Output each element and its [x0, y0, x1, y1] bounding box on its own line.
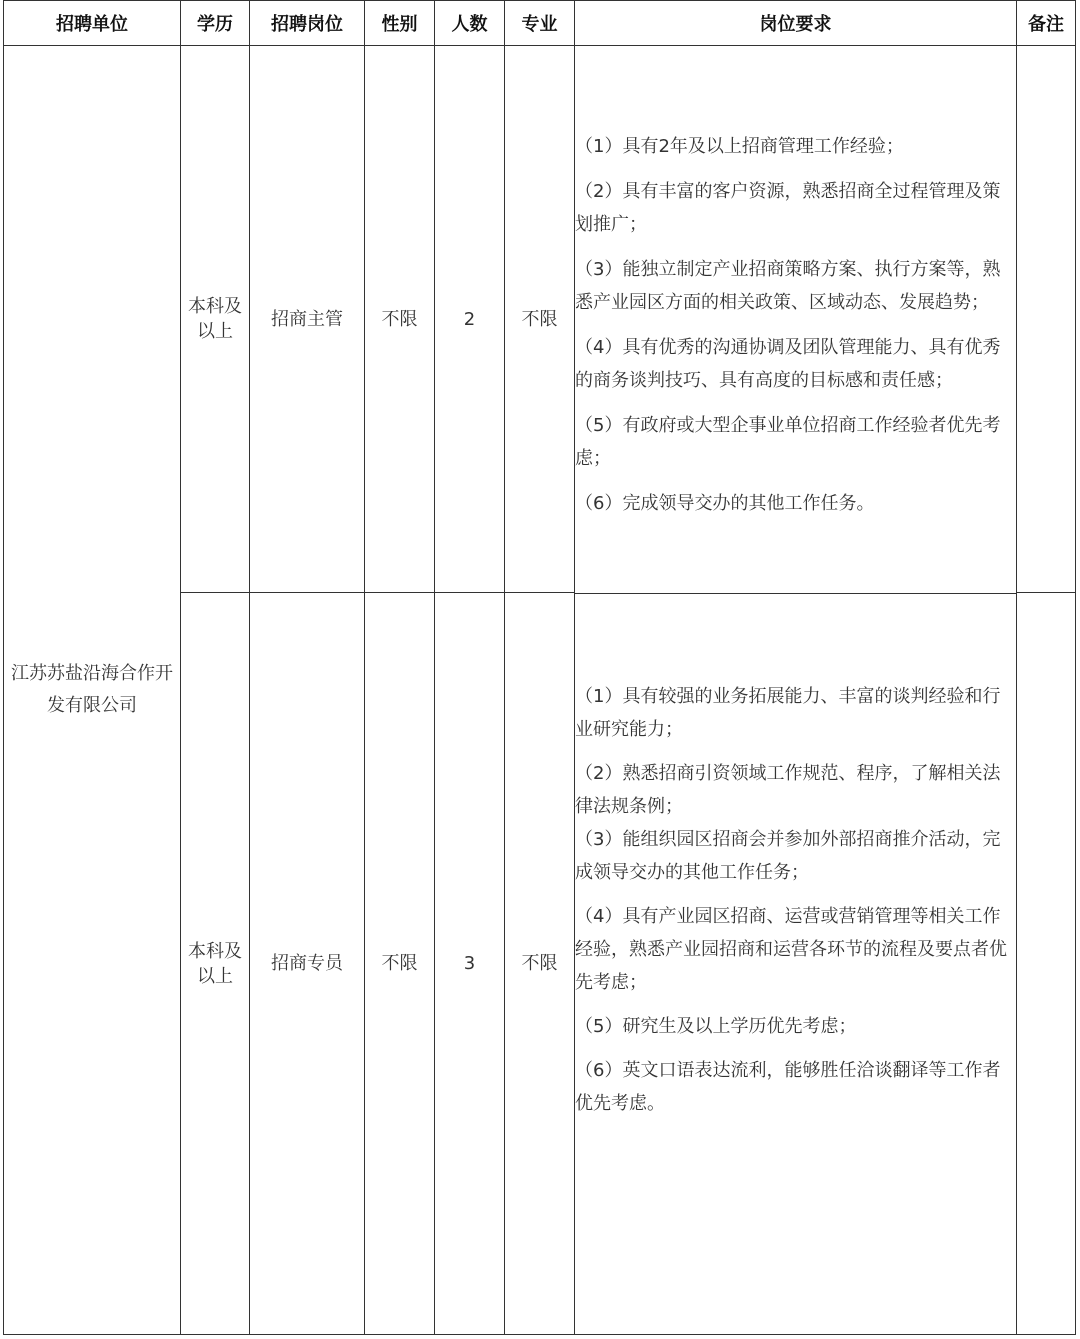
requirements-cell [575, 46, 1017, 1335]
count-cell: 3 [435, 593, 505, 1335]
header-education: 学历 [181, 1, 250, 46]
requirements-list [575, 46, 1014, 532]
position-cell: 招商主管 [250, 46, 365, 593]
education-cell: 本科及以上 [181, 46, 250, 593]
count-cell: 2 [435, 46, 505, 593]
major-cell: 不限 [505, 46, 575, 593]
remarks-cell [1017, 46, 1076, 593]
requirement-item: （3）能组织园区招商会并参加外部招商推介活动，完成领导交办的其他工作任务； [575, 829, 1001, 883]
requirement-item: （1）具有2年及以上招商管理工作经验； [575, 136, 904, 157]
requirement-item: （4）具有优秀的沟通协调及团队管理能力、具有优秀的商务谈判技巧、具有高度的目标感和责任感； [575, 337, 1001, 391]
header-unit: 招聘单位 [4, 1, 181, 46]
gender-cell: 不限 [365, 46, 435, 593]
position-cell: 招商专员 [250, 593, 365, 1335]
header-position: 招聘岗位 [250, 1, 365, 46]
requirement-item: （5）研究生及以上学历优先考虑； [575, 1016, 857, 1037]
unit-cell: 江苏苏盐沿海合作开发有限公司 [4, 46, 181, 1335]
header-major: 专业 [505, 1, 575, 46]
header-count: 人数 [435, 1, 505, 46]
requirement-item: （1）具有较强的业务拓展能力、丰富的谈判经验和行业研究能力； [575, 686, 1001, 740]
recruitment-table [3, 0, 1076, 1335]
requirement-item: （2）熟悉招商引资领域工作规范、程序，了解相关法律法规条例； [575, 763, 1001, 817]
education-cell: 本科及以上 [181, 593, 250, 1335]
header-remarks: 备注 [1017, 1, 1076, 46]
requirement-item: （3）能独立制定产业招商策略方案、执行方案等，熟悉产业园区方面的相关政策、区域动态、发展趋势； [575, 259, 1001, 313]
header-gender: 性别 [365, 1, 435, 46]
header-requirements: 岗位要求 [575, 1, 1017, 46]
requirement-item: （6）完成领导交办的其他工作任务。 [575, 493, 875, 514]
requirement-item: （2）具有丰富的客户资源，熟悉招商全过程管理及策划推广； [575, 181, 1001, 235]
header-row [4, 1, 1076, 46]
requirement-item: （4）具有产业园区招商、运营或营销管理等相关工作经验，熟悉产业园招商和运营各环节的流程及要点者优先考虑； [575, 906, 1007, 993]
remarks-cell [1017, 593, 1076, 1335]
requirements-list [575, 593, 1016, 1131]
requirement-item: （6）英文口语表达流利，能够胜任洽谈翻译等工作者优先考虑。 [575, 1060, 1001, 1114]
table-row [4, 46, 1076, 593]
requirement-item: （5）有政府或大型企事业单位招商工作经验者优先考虑； [575, 415, 1001, 469]
row-divider [574, 593, 1017, 594]
gender-cell: 不限 [365, 593, 435, 1335]
major-cell: 不限 [505, 593, 575, 1335]
